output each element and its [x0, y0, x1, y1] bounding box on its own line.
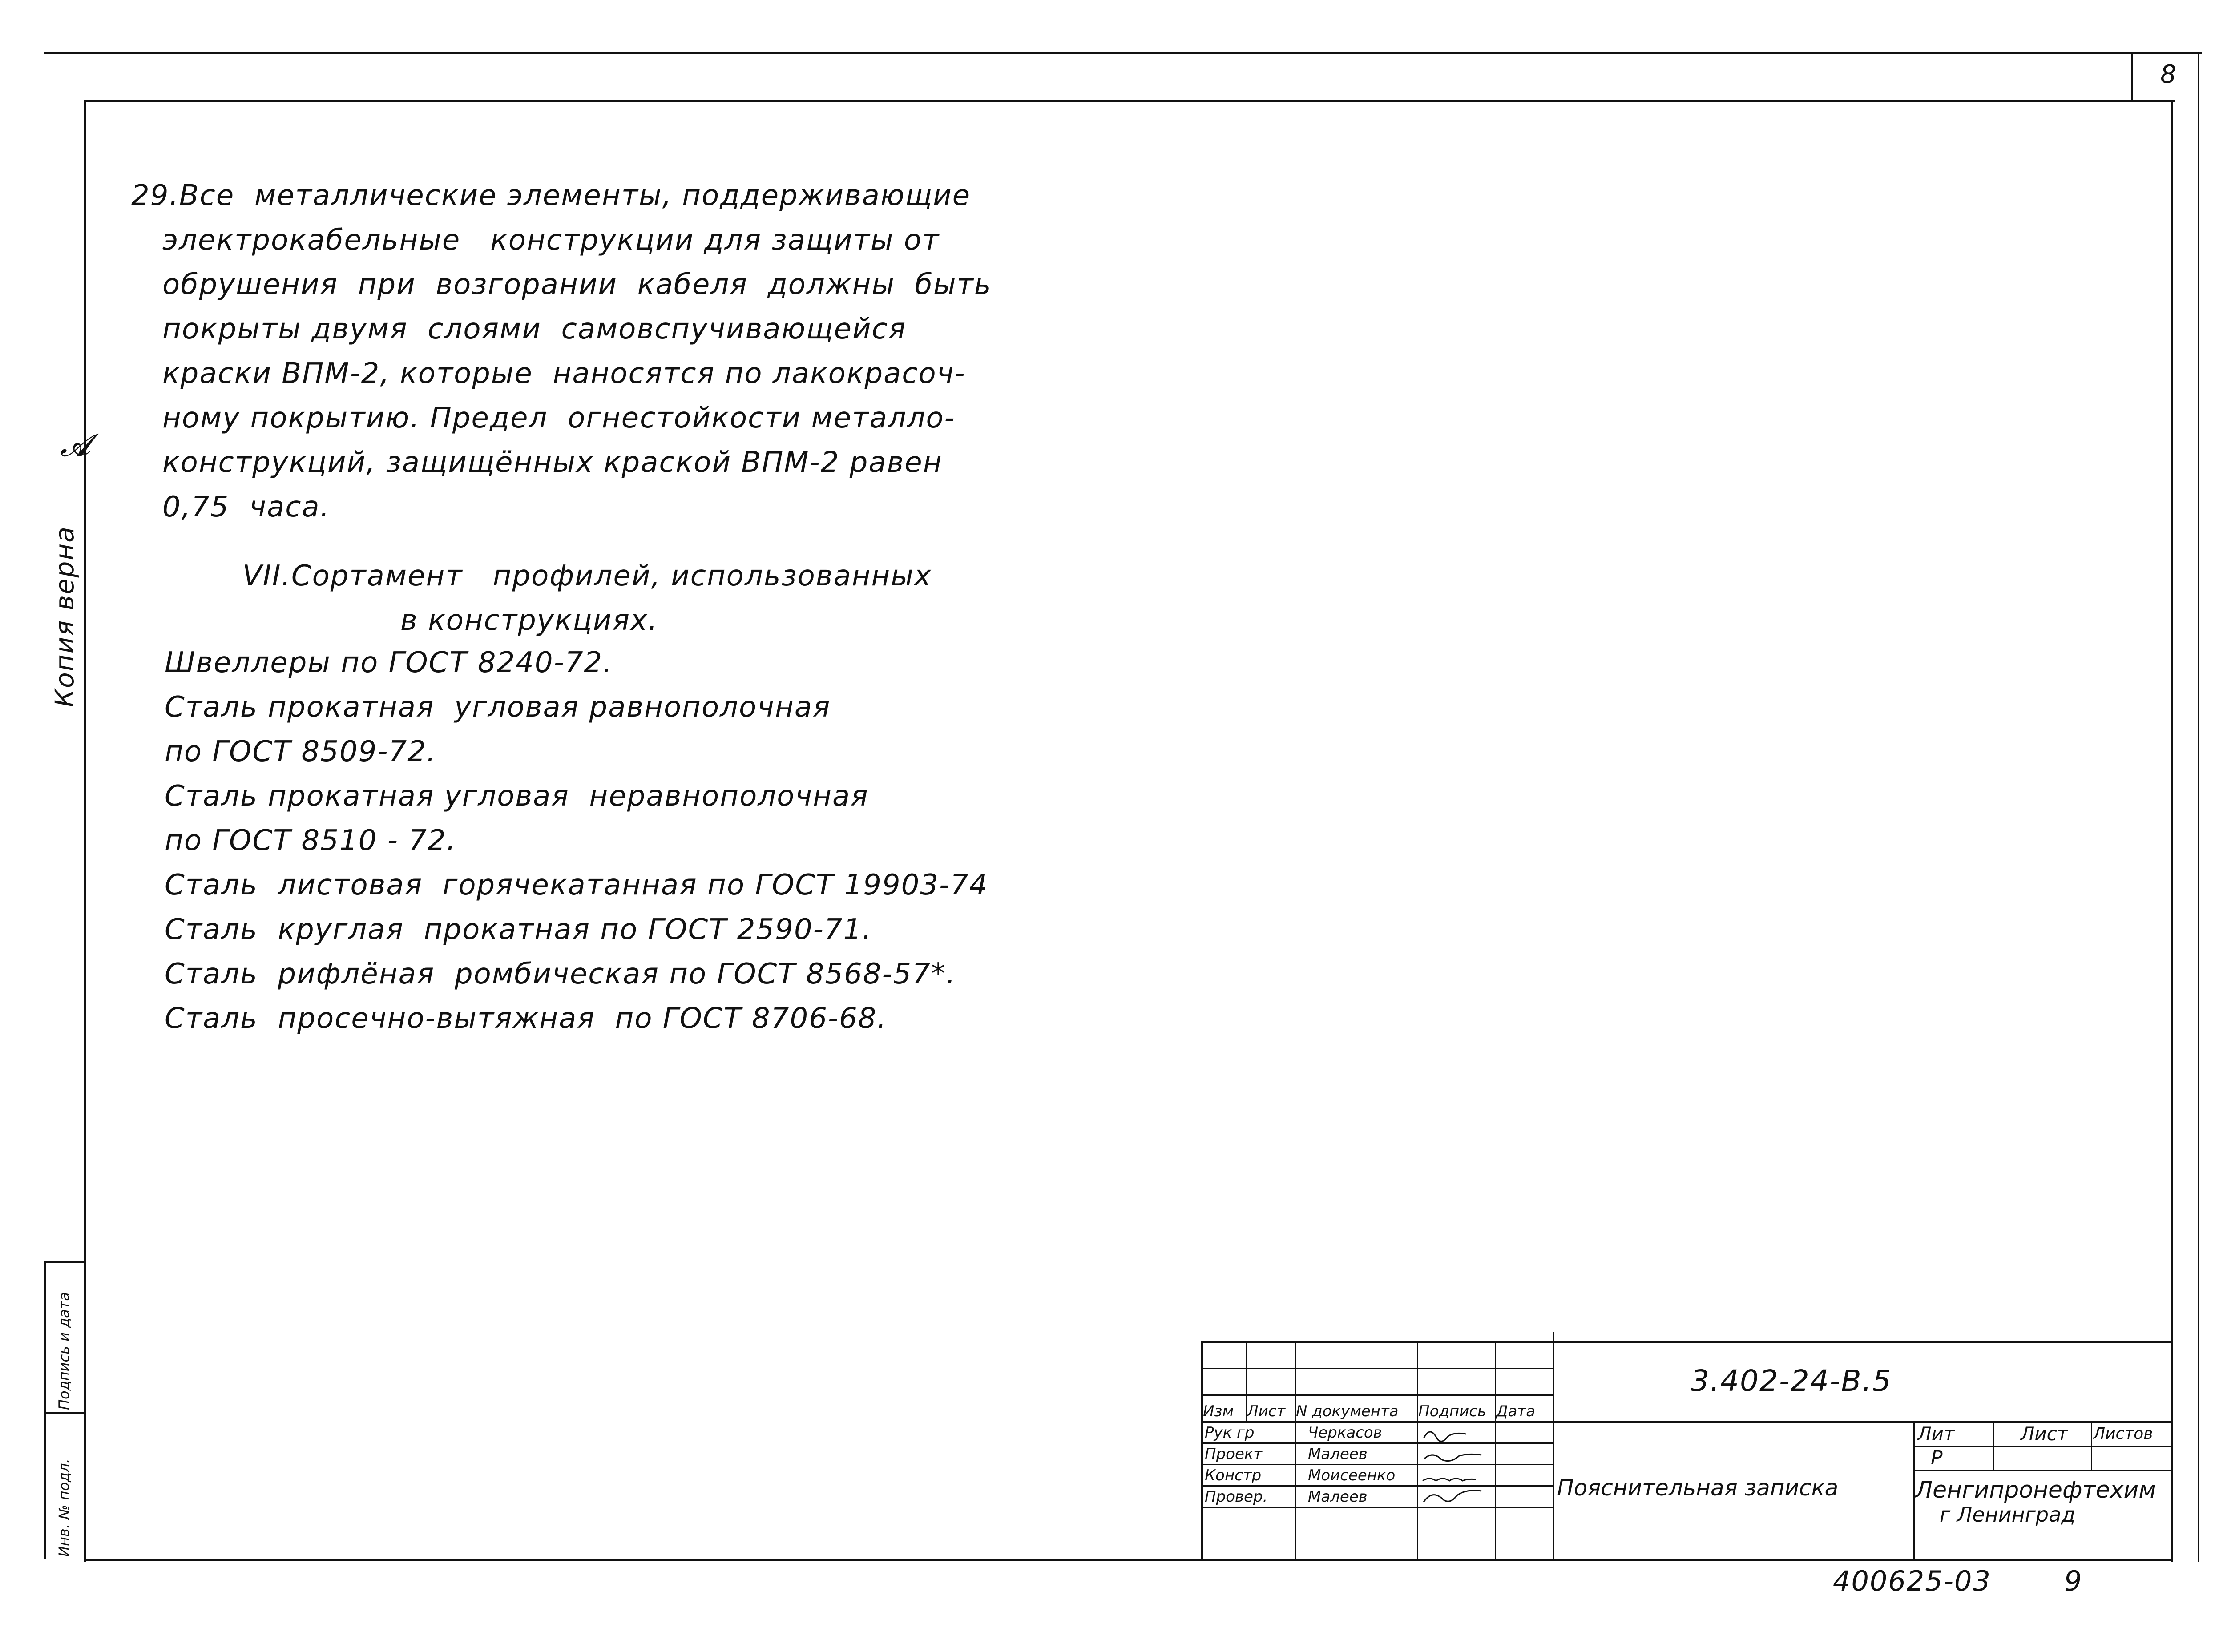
doc-code: 3.402-24-В.5 [1691, 1364, 1892, 1398]
role-label: Констр [1205, 1467, 1262, 1484]
signatures [1419, 1423, 1495, 1507]
header-signature: Подпись [1418, 1402, 1486, 1420]
section-title [242, 554, 932, 643]
role-name: Моисеенко [1308, 1467, 1396, 1484]
role-label: Проект [1205, 1445, 1263, 1463]
stage-value: Р [1931, 1447, 1943, 1469]
list-item: по ГОСТ 8509-72. [165, 735, 437, 768]
list-item: Сталь листовая горячекатанная по ГОСТ 19903-74 [165, 869, 988, 902]
role-label: Провер. [1205, 1488, 1268, 1506]
header-izm: Изм [1203, 1402, 1234, 1420]
text-line: покрыты двумя слоями самовспучивающейся [162, 313, 907, 346]
sheet-header: Лист [2020, 1423, 2068, 1445]
list-item: Швеллеры по ГОСТ 8240-72. [165, 646, 613, 679]
frame-left [84, 100, 86, 1562]
section-title-line: VII.Сортамент профилей, использованных [242, 560, 932, 592]
paragraph-29 [131, 173, 992, 529]
title-block [1201, 1341, 2173, 1561]
role-name: Малеев [1308, 1445, 1368, 1463]
margin-strip-mid [44, 1412, 85, 1414]
sheet-number-divider [2131, 52, 2133, 102]
text-line: ному покрытию. Предел огнестойкости металло- [162, 402, 956, 435]
frame-top [84, 100, 2175, 102]
margin-strip-top [44, 1261, 85, 1263]
organization: Ленгипронефтехим [1915, 1477, 2156, 1503]
text-line: краски ВПМ-2, которые наносятся по лакокрасоч- [162, 357, 966, 390]
list-item: Сталь прокатная угловая неравнополочная [165, 780, 869, 813]
city: г Ленинград [1940, 1503, 2076, 1527]
stage-header: Лит [1917, 1423, 1955, 1445]
role-label: Рук гр [1205, 1424, 1255, 1442]
list-item: Сталь круглая прокатная по ГОСТ 2590-71. [165, 913, 872, 946]
top-rule [44, 52, 2202, 54]
outer-right-line [2198, 52, 2199, 1562]
header-date: Дата [1496, 1402, 1536, 1420]
archive-page: 9 [2064, 1565, 2083, 1597]
list-item: Сталь рифлёная ромбическая по ГОСТ 8568-57*. [165, 958, 956, 991]
header-doc-no: N документа [1296, 1402, 1399, 1420]
profile-list [165, 641, 988, 1041]
text-line: 29.Все металлические элементы, поддерживающие [131, 179, 971, 212]
list-item: по ГОСТ 8510 - 72. [165, 824, 456, 857]
section-title-line: в конструкциях. [400, 604, 658, 637]
inv-no-label: Инв. № подл. [56, 1459, 73, 1557]
doc-title: Пояснительная записка [1557, 1475, 1839, 1501]
role-name: Малеев [1308, 1488, 1368, 1506]
text-line: конструкций, защищённых краской ВПМ-2 равен [162, 446, 943, 479]
text-line: обрушения при возгорании кабеля должны быть [162, 268, 992, 301]
signature-mark: 𝓐 [60, 427, 90, 463]
text-line: 0,75 часа. [162, 491, 330, 524]
role-name: Черкасов [1308, 1424, 1382, 1442]
sign-date-label: Подпись и дата [56, 1292, 73, 1410]
copy-note: Копия верна [49, 526, 80, 707]
sheets-header: Листов [2093, 1425, 2153, 1443]
sheet-number: 8 [2160, 60, 2177, 89]
archive-number: 400625-03 [1833, 1565, 1991, 1597]
header-list: Лист [1247, 1402, 1286, 1420]
text-line: электрокабельные конструкции для защиты от [162, 224, 940, 257]
list-item: Сталь просечно-вытяжная по ГОСТ 8706-68. [165, 1002, 887, 1035]
list-item: Сталь прокатная угловая равнополочная [165, 691, 831, 724]
